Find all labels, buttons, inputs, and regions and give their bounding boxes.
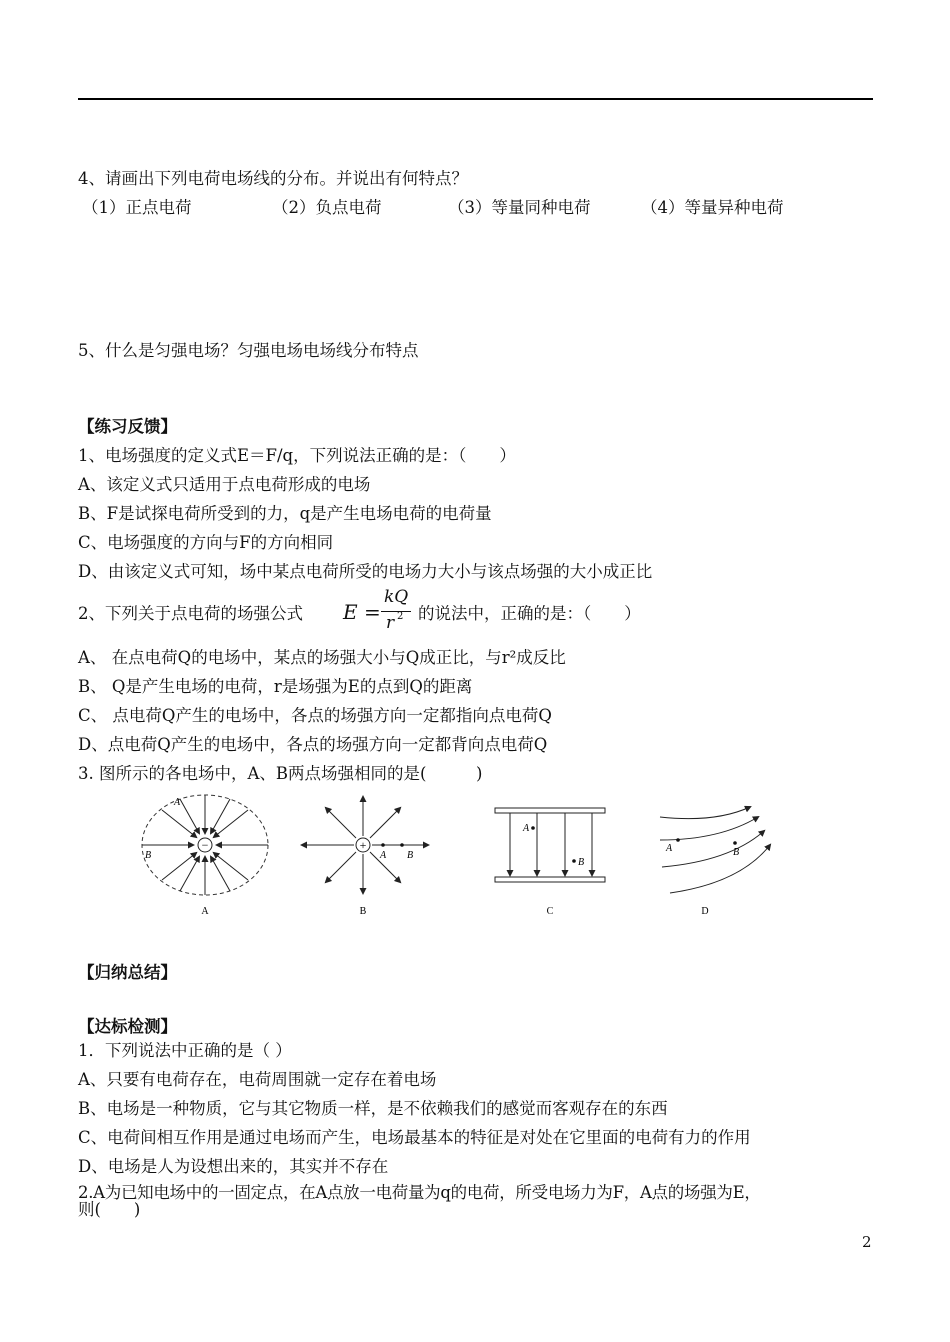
option-negative-charge: （2）负点电荷 [272,198,382,217]
practice-heading: 【练习反馈】 [78,417,177,436]
question-4-options [82,197,784,219]
positive-charge-sign: + [359,838,367,852]
practice-q2-option-d: D、点电荷Q产生的电场中，各点的场强方向一定都背向点电荷Q [78,735,548,754]
check-q1-option-a: A、只要有电荷存在，电荷周围就一定存在着电场 [78,1070,437,1089]
figure-d-label: D [701,906,709,917]
figure-a-point-a: A [174,797,181,808]
practice-q2-option-c: C、 点电荷Q产生的电场中，各点的场强方向一定都指向点电荷Q [78,706,552,725]
practice-q1-option-a: A、该定义式只适用于点电荷形成的电场 [78,475,371,494]
figure-d-curved-field [660,807,770,893]
figure-c-point-b: B [578,857,585,868]
figure-d-point-a: A [666,843,673,854]
practice-q1-stem: 1、电场强度的定义式E＝F/q，下列说法正确的是：（ ） [78,446,516,465]
formula-lhs: E = [343,600,381,624]
practice-q2-stem-before: 2、下列关于点电荷的场强公式 [78,604,303,623]
check-heading: 【达标检测】 [78,1017,177,1036]
electric-field-figures [130,785,780,920]
figure-c-parallel-plates [495,808,605,917]
figure-d-point-b: B [733,847,740,858]
practice-q1-option-d: D、由该定义式可知，场中某点电荷所受的电场力大小与该点场强的大小成正比 [78,562,653,581]
practice-q3-stem: 3. 图所示的各电场中，A、B两点场强相同的是( ) [78,764,483,783]
practice-q2-option-a: A、 在点电荷Q的电场中，某点的场强大小与Q成正比，与r²成反比 [78,648,566,667]
figure-c-label: C [546,906,554,917]
question-4-text: 4、请画出下列电荷电场线的分布。并说出有何特点？ [78,169,468,188]
practice-q1-option-c: C、电场强度的方向与F的方向相同 [78,533,334,552]
figure-b-point-a: A [379,850,387,861]
check-q2-line2: 则( ) [78,1200,141,1219]
check-q1-option-b: B、电场是一种物质，它与其它物质一样，是不依赖我们的感觉而客观存在的东西 [78,1099,668,1118]
negative-charge-sign: − [201,838,209,852]
formula-numerator: kQ [384,587,409,607]
check-q2-line1: 2.A为已知电场中的一固定点，在A点放一电荷量为q的电荷，所受电场力为F，A点的场强为E， [78,1183,761,1202]
check-q1-option-c: C、电荷间相互作用是通过电场而产生，电场最基本的特征是对处在它里面的电荷有力的作用 [78,1128,751,1147]
practice-q2-stem-after: 的说法中，正确的是：（ ） [418,604,641,623]
figure-a-negative-charge [142,795,268,917]
question-5-text: 5、什么是匀强电场？匀强电场电场线分布特点 [78,341,419,360]
summary-heading: 【归纳总结】 [78,963,177,982]
page-number: 2 [862,1233,872,1251]
formula-fraction-bar [381,611,411,612]
figure-a-point-b: B [145,850,152,861]
check-q1-stem: 1．下列说法中正确的是（ ） [78,1041,292,1060]
check-q1-option-d: D、电场是人为设想出来的，其实并不存在 [78,1157,389,1176]
practice-q2-option-b: B、 Q是产生电场的电荷，r是场强为E的点到Q的距离 [78,677,473,696]
option-like-charges: （3）等量同种电荷 [448,198,591,217]
figure-b-label: B [359,906,367,917]
header-rule [78,98,873,100]
figure-b-point-b: B [406,850,414,861]
option-unlike-charges: （4）等量异种电荷 [641,198,784,217]
option-positive-charge: （1）正点电荷 [82,198,192,217]
practice-q1-option-b: B、F是试探电荷所受到的力，q是产生电场电荷的电荷量 [78,504,492,523]
figure-c-point-a: A [523,823,530,834]
formula-denominator: r [386,613,395,633]
figure-b-positive-charge [302,797,428,917]
figure-a-label: A [201,906,209,917]
formula-exponent: 2 [397,611,404,622]
